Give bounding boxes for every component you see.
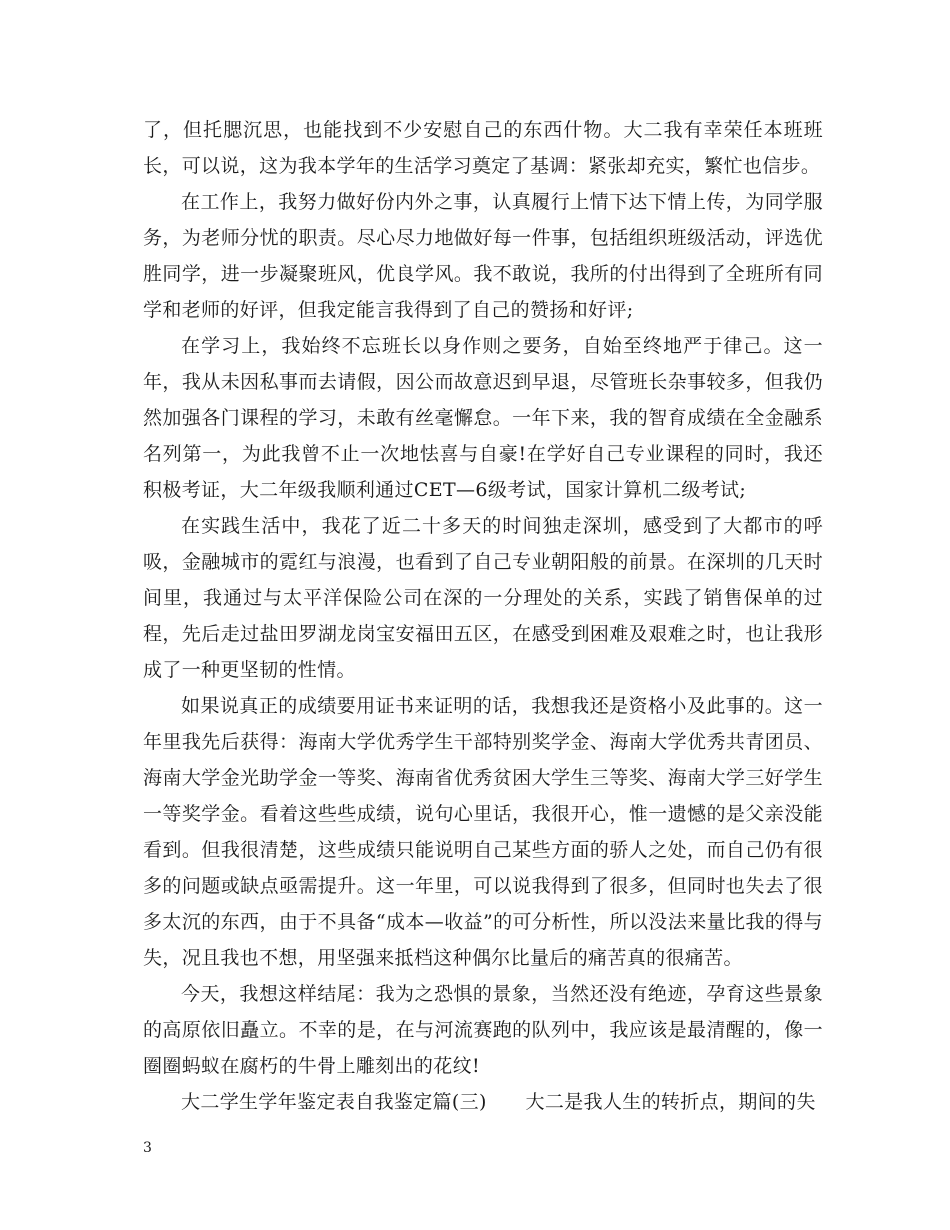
paragraph-7: 大二学生学年鉴定表自我鉴定篇(三) 大二是我人生的转折点，期间的失 — [181, 1091, 816, 1113]
paragraph-4: 在实践生活中，我花了近二十多天的时间独走深圳，感受到了大都市的呼吸，金融城市的霓红与浪漫，也看到了自己专业朝阳般的前景。在深圳的几天时间里，我通过与太平洋保险公司在深的一分理处的关系，实践了销售保单的过程，先后走过盐田罗湖龙岗宝安福田五区，在感受到困难及艰难之时，也让我形成了一种更坚韧的性情。 — [143, 515, 823, 681]
paragraph-1: 了，但托腮沉思，也能找到不少安慰自己的东西什物。大二我有幸荣任本班班长，可以说，这为我本学年的生活学习奠定了基调：紧张却充实，繁忙也信步。 — [143, 119, 823, 177]
paragraph-6: 今天，我想这样结尾：我为之恐惧的景象，当然还没有绝迹，孕育这些景象的高原依旧矗立。不幸的是，在与河流赛跑的队列中，我应该是最清醒的，像一圈圈蚂蚁在腐朽的牛骨上雕刻出的花纹! — [143, 983, 823, 1077]
paragraph-5: 如果说真正的成绩要用证书来证明的话，我想我还是资格小及此事的。这一年里我先后获得：海南大学优秀学生干部特别奖学金、海南大学优秀共青团员、海南大学金光助学金一等奖、海南省优秀贫困大学生三等奖、海南大学三好学生一等奖学金。看着这些些成绩，说句心里话，我很开心，惟一遗憾的是父亲没能看到。但我很清楚，这些成绩只能说明自己某些方面的骄人之处，而自己仍有很多的问题或缺点亟需提升。这一年里，可以说我得到了很多，但同时也失去了很多太沉的东西，由于不具备“成本—收益”的可分析性，所以没法来量比我的得与失，况且我也不想，用坚强来抵档这种偶尔比量后的痛苦真的很痛苦。 — [143, 695, 823, 969]
page-number: 3 — [143, 1140, 152, 1156]
document-body — [143, 112, 823, 1120]
paragraph-3: 在学习上，我始终不忘班长以身作则之要务，自始至终地严于律己。这一年，我从未因私事而去请假，因公而故意迟到早退，尽管班长杂事较多，但我仍然加强各门课程的学习，未敢有丝毫懈怠。一年下来，我的智育成绩在全金融系名列第一，为此我曾不止一次地怯喜与自豪!在学好自己专业课程的同时，我还积极考证，大二年级我顺利通过CET—6级考试，国家计算机二级考试; — [143, 335, 823, 501]
paragraph-2: 在工作上，我努力做好份内外之事，认真履行上情下达下情上传，为同学服务，为老师分忧的职责。尽心尽力地做好每一件事，包括组织班级活动，评选优胜同学，进一步凝聚班风，优良学风。我不敢说，我所的付出得到了全班所有同学和老师的好评，但我定能言我得到了自己的赞扬和好评; — [143, 191, 823, 321]
